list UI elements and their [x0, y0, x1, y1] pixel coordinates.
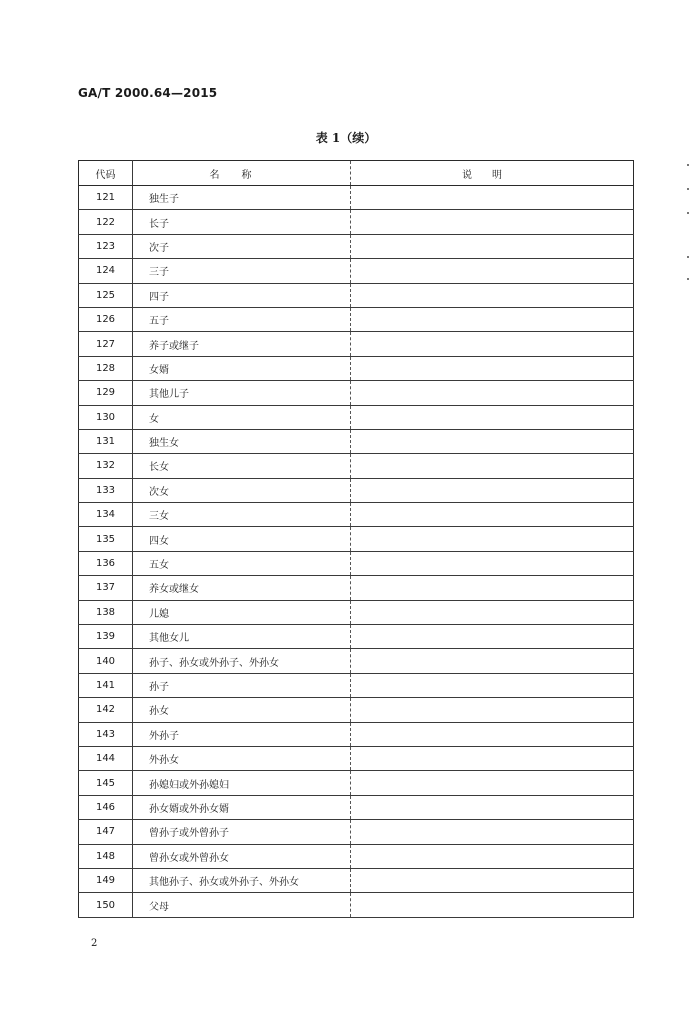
row-code: 141: [79, 673, 133, 697]
row-description: [351, 478, 634, 502]
table-row: [79, 820, 634, 844]
table-body: [79, 186, 634, 918]
row-name: 女: [133, 405, 351, 429]
row-code: 124: [79, 259, 133, 283]
page-number: 2: [91, 938, 98, 949]
row-description: [351, 454, 634, 478]
table-caption: 表 1（续）: [315, 131, 377, 145]
row-name: 其他儿子: [133, 381, 351, 405]
row-name: 女婿: [133, 356, 351, 380]
table-row: [79, 698, 634, 722]
row-code: 126: [79, 307, 133, 331]
row-description: [351, 893, 634, 917]
row-description: [351, 527, 634, 551]
table-row: [79, 259, 634, 283]
row-name: 外孙子: [133, 722, 351, 746]
table-row: [79, 234, 634, 258]
row-code: 122: [79, 210, 133, 234]
row-name: 外孙女: [133, 746, 351, 770]
header-description: 说明: [351, 161, 634, 186]
row-name: 五女: [133, 551, 351, 575]
table-row: [79, 893, 634, 917]
table-row: [79, 868, 634, 892]
row-description: [351, 405, 634, 429]
row-name: 养女或继女: [133, 576, 351, 600]
row-code: 134: [79, 503, 133, 527]
row-name: 独生子: [133, 186, 351, 210]
row-code: 133: [79, 478, 133, 502]
row-code: 140: [79, 649, 133, 673]
row-name: 次子: [133, 234, 351, 258]
row-code: 145: [79, 771, 133, 795]
row-name: 曾孙女或外曾孙女: [133, 844, 351, 868]
row-code: 125: [79, 283, 133, 307]
table-row: [79, 746, 634, 770]
row-name: 孙媳妇或外孙媳妇: [133, 771, 351, 795]
standard-number: GA/T 2000.64—2015: [78, 86, 218, 100]
row-code: 135: [79, 527, 133, 551]
row-code: 138: [79, 600, 133, 624]
row-description: [351, 844, 634, 868]
table-row: [79, 625, 634, 649]
table-row: [79, 527, 634, 551]
table-row: [79, 673, 634, 697]
row-name: 独生女: [133, 429, 351, 453]
row-code: 132: [79, 454, 133, 478]
table-row: [79, 600, 634, 624]
code-table: [78, 160, 634, 918]
row-description: [351, 625, 634, 649]
table-row: [79, 283, 634, 307]
row-name: 父母: [133, 893, 351, 917]
row-code: 150: [79, 893, 133, 917]
table-row: [79, 381, 634, 405]
row-code: 123: [79, 234, 133, 258]
row-description: [351, 673, 634, 697]
row-name: 三子: [133, 259, 351, 283]
table-row: [79, 186, 634, 210]
row-name: 长子: [133, 210, 351, 234]
table-row: [79, 503, 634, 527]
row-name: 四子: [133, 283, 351, 307]
header-code: 代码: [79, 161, 133, 186]
table-row: [79, 771, 634, 795]
table-row: [79, 478, 634, 502]
table-row: [79, 844, 634, 868]
scan-edge-specks: [687, 160, 690, 290]
row-name: 其他孙子、孙女或外孙子、外孙女: [133, 868, 351, 892]
row-code: 149: [79, 868, 133, 892]
row-description: [351, 186, 634, 210]
row-description: [351, 698, 634, 722]
row-description: [351, 307, 634, 331]
row-code: 129: [79, 381, 133, 405]
table-header-row: [79, 161, 634, 186]
table-row: [79, 429, 634, 453]
header-name: 名称: [133, 161, 351, 186]
row-description: [351, 795, 634, 819]
table-row: [79, 551, 634, 575]
row-code: 137: [79, 576, 133, 600]
row-description: [351, 234, 634, 258]
table-row: [79, 210, 634, 234]
row-description: [351, 576, 634, 600]
row-code: 146: [79, 795, 133, 819]
row-description: [351, 600, 634, 624]
row-code: 147: [79, 820, 133, 844]
row-description: [351, 210, 634, 234]
row-code: 139: [79, 625, 133, 649]
row-description: [351, 746, 634, 770]
row-description: [351, 381, 634, 405]
row-description: [351, 649, 634, 673]
row-code: 121: [79, 186, 133, 210]
row-description: [351, 868, 634, 892]
row-code: 142: [79, 698, 133, 722]
row-description: [351, 551, 634, 575]
row-code: 143: [79, 722, 133, 746]
table-row: [79, 454, 634, 478]
row-name: 曾孙子或外曾孙子: [133, 820, 351, 844]
table-row: [79, 405, 634, 429]
table-row: [79, 576, 634, 600]
row-description: [351, 332, 634, 356]
row-name: 养子或继子: [133, 332, 351, 356]
row-name: 次女: [133, 478, 351, 502]
row-name: 孙女婿或外孙女婿: [133, 795, 351, 819]
row-name: 孙子: [133, 673, 351, 697]
row-name: 四女: [133, 527, 351, 551]
row-description: [351, 503, 634, 527]
row-name: 三女: [133, 503, 351, 527]
table-row: [79, 307, 634, 331]
row-code: 128: [79, 356, 133, 380]
table-row: [79, 649, 634, 673]
row-name: 孙女: [133, 698, 351, 722]
row-description: [351, 356, 634, 380]
row-description: [351, 722, 634, 746]
table-row: [79, 722, 634, 746]
row-code: 136: [79, 551, 133, 575]
row-code: 130: [79, 405, 133, 429]
row-description: [351, 429, 634, 453]
table-row: [79, 356, 634, 380]
row-description: [351, 259, 634, 283]
row-code: 148: [79, 844, 133, 868]
row-code: 127: [79, 332, 133, 356]
row-description: [351, 820, 634, 844]
row-name: 孙子、孙女或外孙子、外孙女: [133, 649, 351, 673]
row-code: 144: [79, 746, 133, 770]
table-row: [79, 332, 634, 356]
row-name: 其他女儿: [133, 625, 351, 649]
table-row: [79, 795, 634, 819]
row-name: 长女: [133, 454, 351, 478]
row-name: 儿媳: [133, 600, 351, 624]
row-description: [351, 283, 634, 307]
row-code: 131: [79, 429, 133, 453]
row-description: [351, 771, 634, 795]
row-name: 五子: [133, 307, 351, 331]
